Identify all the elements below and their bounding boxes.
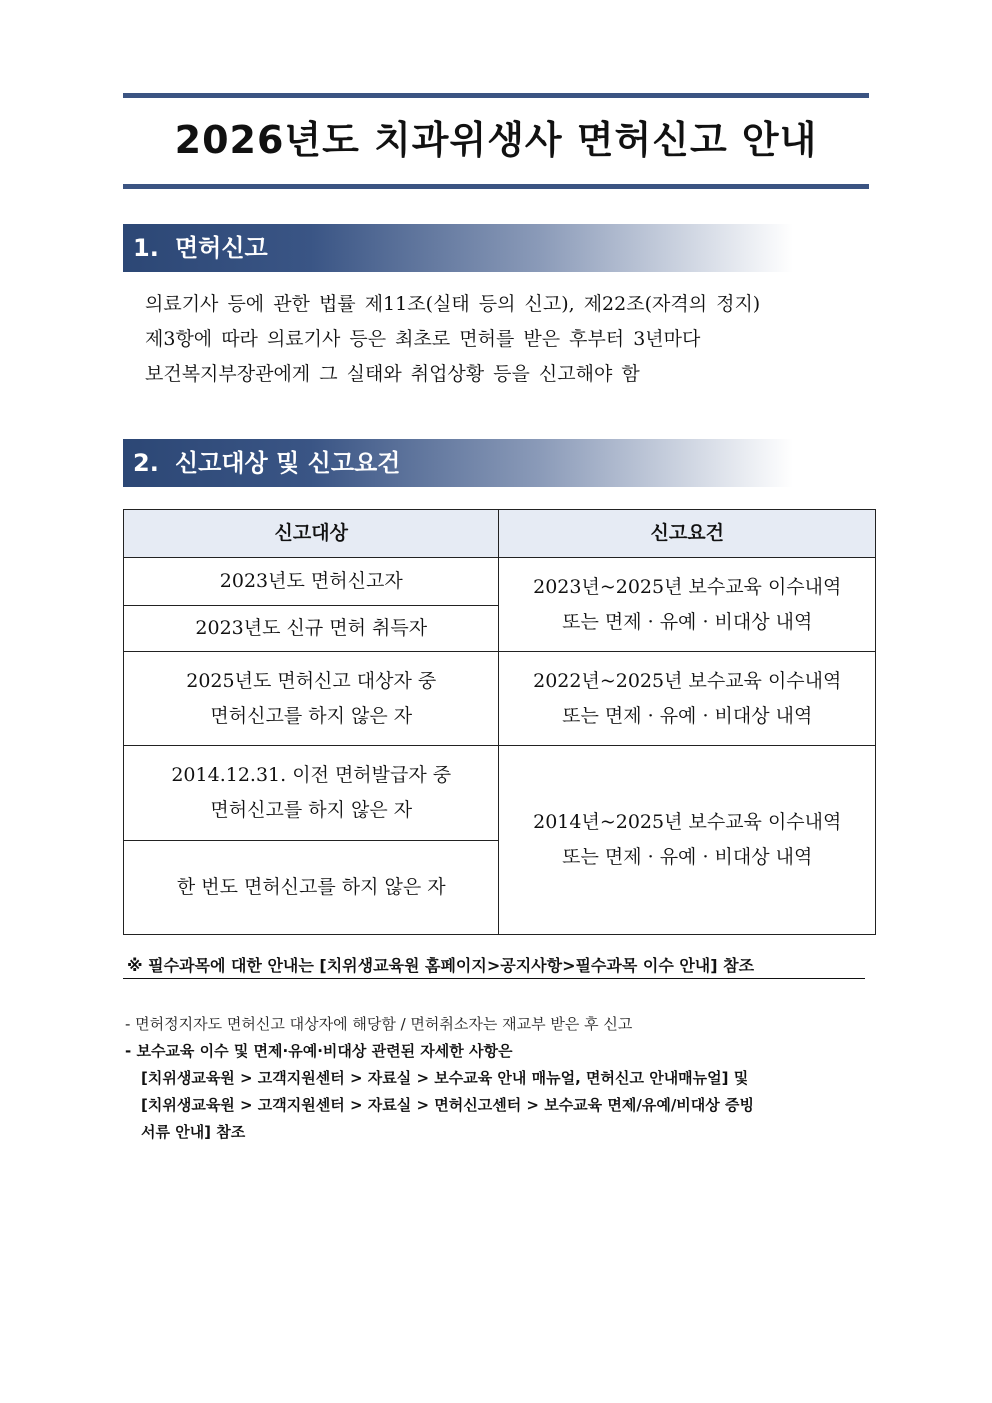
- note-line: [치위생교육원 > 고객지원센터 > 자료실 > 면허신고센터 > 보수교육 면제/유예/비대상 증빙: [141, 1096, 754, 1114]
- section-1-heading: 면허신고: [175, 234, 268, 262]
- section-2-header: [123, 439, 793, 487]
- target-line: 면허신고를 하지 않은 자: [210, 799, 413, 821]
- section-1-line: 제3항에 따라 의료기사 등은 최초로 면허를 받은 후부터 3년마다: [145, 328, 701, 350]
- target-line: 2025년도 면허신고 대상자 중: [186, 669, 437, 692]
- requirement-line: 2023년~2025년 보수교육 이수내역: [533, 575, 842, 598]
- requirement-line: 2014년~2025년 보수교육 이수내역: [533, 811, 842, 833]
- target-cell: [124, 841, 499, 935]
- requirements-table: [123, 509, 876, 935]
- requirement-line: 또는 면제 · 유예 · 비대상 내역: [562, 610, 813, 633]
- table-row: [124, 652, 876, 746]
- title-bottom-rule: [123, 184, 869, 189]
- section-1-number: 1.: [133, 234, 159, 262]
- target-line: 한 번도 면허신고를 하지 않은 자: [176, 876, 446, 898]
- target-line: 2023년도 면허신고자: [219, 570, 403, 592]
- target-cell: [124, 558, 499, 606]
- target-line: 면허신고를 하지 않은 자: [210, 704, 413, 727]
- table-row: [124, 746, 876, 841]
- requirement-cell: [499, 746, 876, 935]
- target-line: 2014.12.31. 이전 면허발급자 중: [171, 764, 452, 786]
- required-course-note: ※ 필수과목에 대한 안내는 [치위생교육원 홈페이지>공지사항>필수과목 이수 안내] 참조: [123, 954, 865, 979]
- table-header-row: [124, 510, 876, 558]
- requirement-cell: [499, 652, 876, 746]
- section-1-header: [123, 224, 793, 272]
- note-line: - 보수교육 이수 및 면제·유예·비대상 관련된 자세한 사항은: [125, 1042, 513, 1060]
- note-line: [치위생교육원 > 고객지원센터 > 자료실 > 보수교육 안내 매뉴얼, 면허신고 안내매뉴얼] 및: [141, 1069, 749, 1087]
- target-cell: [124, 652, 499, 746]
- header-target: 신고대상: [124, 510, 499, 558]
- table-row: [124, 558, 876, 606]
- note-line: - 면허정지자도 면허신고 대상자에 해당함 / 면허취소자는 재교부 받은 후 신고: [125, 1015, 633, 1033]
- target-line: 2023년도 신규 면허 취득자: [195, 617, 428, 639]
- notes-block: [125, 1011, 865, 1146]
- requirement-line: 또는 면제 · 유예 · 비대상 내역: [562, 846, 813, 868]
- section-1-body: [145, 287, 865, 392]
- requirement-cell: [499, 558, 876, 652]
- requirement-line: 2022년~2025년 보수교육 이수내역: [533, 669, 842, 692]
- section-1-line: 보건복지부장관에게 그 실태와 취업상황 등을 신고해야 함: [145, 363, 640, 385]
- page-title: 2026년도 치과위생사 면허신고 안내: [174, 118, 818, 162]
- section-1-line: 의료기사 등에 관한 법률 제11조(실태 등의 신고), 제22조(자격의 정지): [145, 293, 761, 315]
- target-cell: [124, 746, 499, 841]
- section-2-heading: 신고대상 및 신고요건: [175, 449, 401, 477]
- title-top-rule: [123, 93, 869, 98]
- requirement-line: 또는 면제 · 유예 · 비대상 내역: [562, 704, 813, 727]
- target-cell: [124, 606, 499, 652]
- section-2-number: 2.: [133, 449, 159, 477]
- header-requirement: 신고요건: [499, 510, 876, 558]
- note-line: 서류 안내] 참조: [141, 1123, 246, 1141]
